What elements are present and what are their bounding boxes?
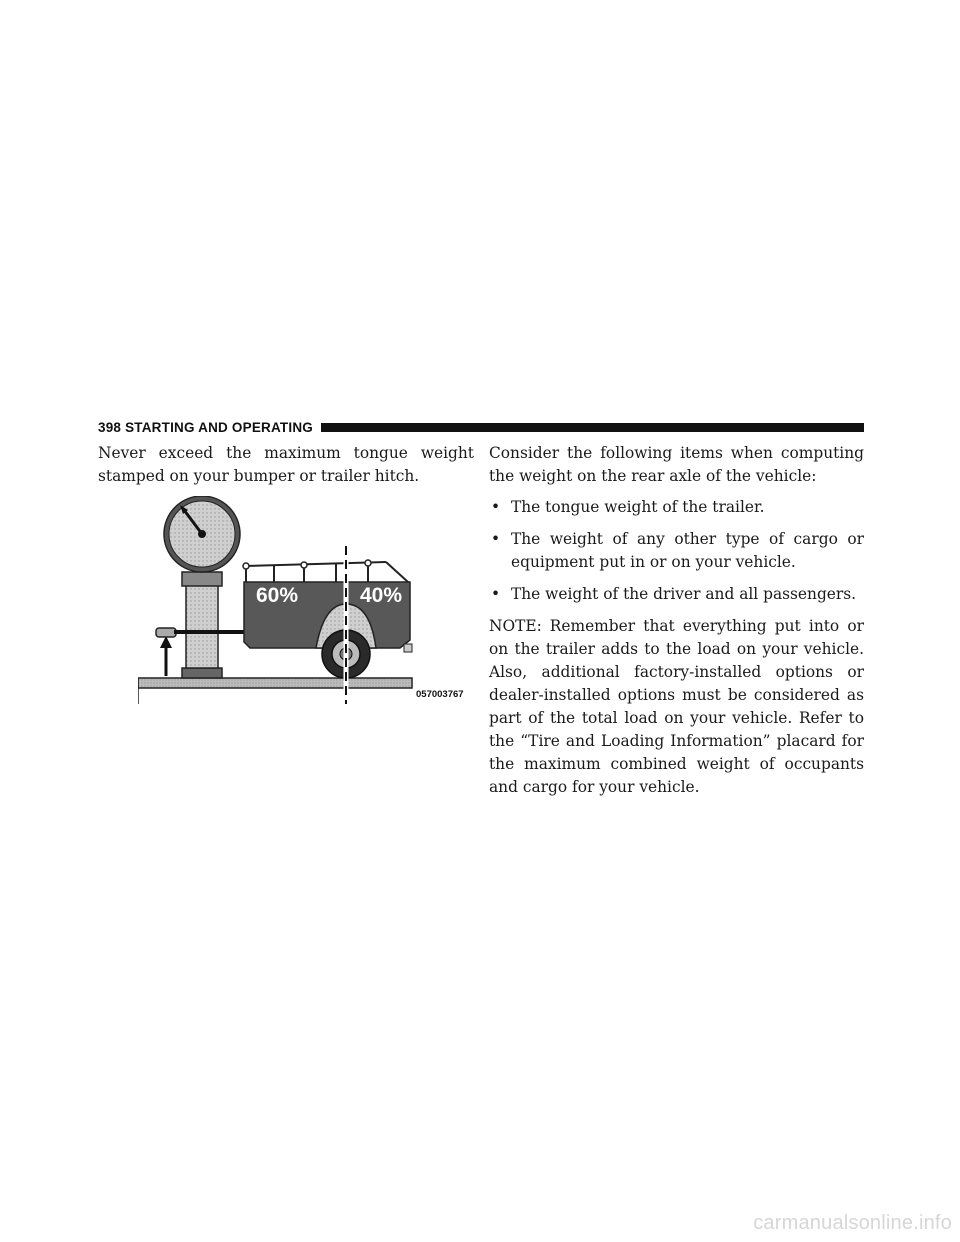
rear-percent-label: 40% bbox=[360, 584, 403, 607]
trailer-illustration bbox=[138, 496, 474, 706]
header-rule bbox=[321, 423, 864, 432]
tongue-weight-paragraph: Never exceed the maximum tongue weight stamped on your bumper or trailer hitch. bbox=[98, 444, 474, 485]
page-header-label: 398 STARTING AND OPERATING bbox=[98, 419, 313, 435]
rear-axle-intro: Consider the following items when computing the weight on the rear axle of the vehicle: bbox=[489, 444, 864, 485]
weight-items-list bbox=[489, 496, 864, 606]
scale-base bbox=[182, 668, 222, 678]
bullet-icon: • bbox=[491, 530, 501, 548]
page-header bbox=[98, 418, 864, 436]
note-text: Remember that everything put into or on the trailer adds to the load on your vehicle. Also, additional factory-installed options or dealer-installed options must be considered as part of the total load on your vehicle. Refer to the “Tire and Loading Information” placard for the maximum combined weight of occupants and cargo for your vehicle. bbox=[489, 617, 864, 796]
trailer-weight-figure bbox=[138, 496, 474, 706]
ground-strip bbox=[138, 678, 412, 688]
left-column bbox=[98, 442, 474, 488]
front-percent-label: 60% bbox=[256, 584, 299, 607]
scale-column bbox=[186, 584, 218, 668]
up-arrow-icon bbox=[160, 636, 172, 676]
note-paragraph bbox=[489, 615, 864, 799]
right-column bbox=[489, 442, 864, 799]
note-label: NOTE: bbox=[489, 617, 542, 635]
scale-gauge-icon bbox=[164, 496, 240, 572]
watermark: carmanualsonline.info bbox=[753, 1212, 952, 1234]
list-item: • The weight of the driver and all passengers. bbox=[489, 583, 864, 606]
list-item: • The weight of any other type of cargo or equipment put in or on your vehicle. bbox=[491, 530, 864, 571]
list-item: • The tongue weight of the trailer. bbox=[489, 496, 864, 519]
bullet-icon: • bbox=[491, 498, 501, 516]
bullet-icon: • bbox=[491, 585, 501, 603]
figure-code: 057003767 bbox=[416, 689, 464, 700]
